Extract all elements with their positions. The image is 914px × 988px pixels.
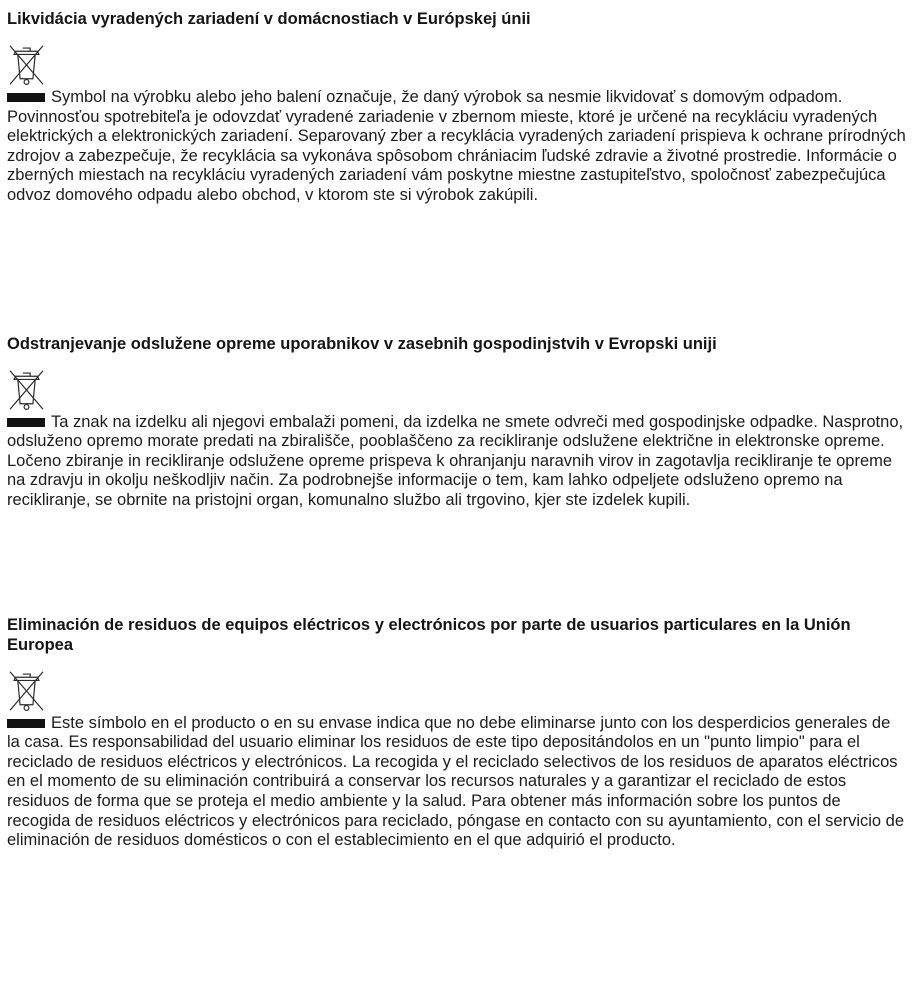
section-heading: Odstranjevanje odslužene opreme uporabnikov v zasebnih gospodinjstvih v Evropski uniji (7, 334, 717, 353)
crossed-out-wheeled-bin-icon (8, 43, 48, 87)
section-paragraph (7, 714, 906, 851)
crossed-out-wheeled-bin-icon (8, 368, 48, 412)
weee-section-spanish (7, 615, 906, 851)
section-paragraph (7, 413, 906, 511)
weee-black-bar-icon (7, 719, 45, 728)
section-paragraph (7, 88, 906, 206)
crossed-out-wheeled-bin-icon (8, 669, 48, 713)
weee-black-bar-icon (7, 418, 45, 427)
weee-section-slovak (7, 9, 906, 206)
section-body-text: Este símbolo en el producto o en su envase indica que no debe eliminarse junto con los desperdicios generales de la casa. Es responsabilidad del usuario eliminar los residuos de este tipo depositándolos en un "punto limpio" para el reciclado de residuos eléctricos y electrónicos. La recogida y el reciclado selectivos de los residuos de aparatos eléctricos en el momento de su eliminación contribuirá a conservar los recursos naturales y a garantizar el reciclado de estos residuos de forma que se proteja el medio ambiente y la salud. Para obtener más información sobre los puntos de recogida de residuos eléctricos y electrónicos para reciclado, póngase en contacto con su ayuntamiento, con el servicio de eliminación de residuos domésticos o con el establecimiento en el que adquirió el producto. (7, 713, 905, 850)
section-heading: Eliminación de residuos de equipos eléctricos y electrónicos por parte de usuarios particulares en la Unión Europea (7, 615, 851, 654)
weee-black-bar-icon (7, 93, 45, 102)
section-body-text: Ta znak na izdelku ali njegovi embalaži pomeni, da izdelka ne smete odvreči med gospodinjske odpadke. Nasprotno, odsluženo opremo morate predati na zbirališče, pooblaščeno za recikliranje odslužene električne in elektronske opreme. Ločeno zbiranje in recikliranje odslužene opreme prispeva k ohranjanju naravnih virov in zagotavlja recikliranje te opreme na zdravju in okolju neškodljiv način. Za podrobnejše informacije o tem, kam lahko odpeljete odsluženo opremo na recikliranje, se obrnite na pristojni organ, komunalno službo ali trgovino, kjer ste izdelek kupili. (7, 412, 904, 509)
section-heading: Likvidácia vyradených zariadení v domácnostiach v Európskej únii (7, 10, 531, 28)
section-body-text: Symbol na výrobku alebo jeho balení označuje, že daný výrobok sa nesmie likvidovať s domovým odpadom. Povinnosťou spotrebiteľa je odovzdať vyradené zariadenie v zbernom mieste, ktoré je určené na recykláciu vyradených elektrických a elektronických zariadení. Separovaný zber a recyklácia vyradených zariadení prispieva k ochrane prírodných zdrojov a zabezpečuje, že recyklácia sa vykonáva spôsobom chrániacim ľudské zdravie a životné prostredie. Informácie o zberných miestach na recykláciu vyradených zariadení vám poskytne miestne zastupiteľstvo, spoločnosť zabezpečujúca odvoz domového odpadu alebo obchod, v ktorom ste si výrobok zakúpili. (7, 88, 906, 204)
weee-section-slovenian (7, 334, 906, 511)
